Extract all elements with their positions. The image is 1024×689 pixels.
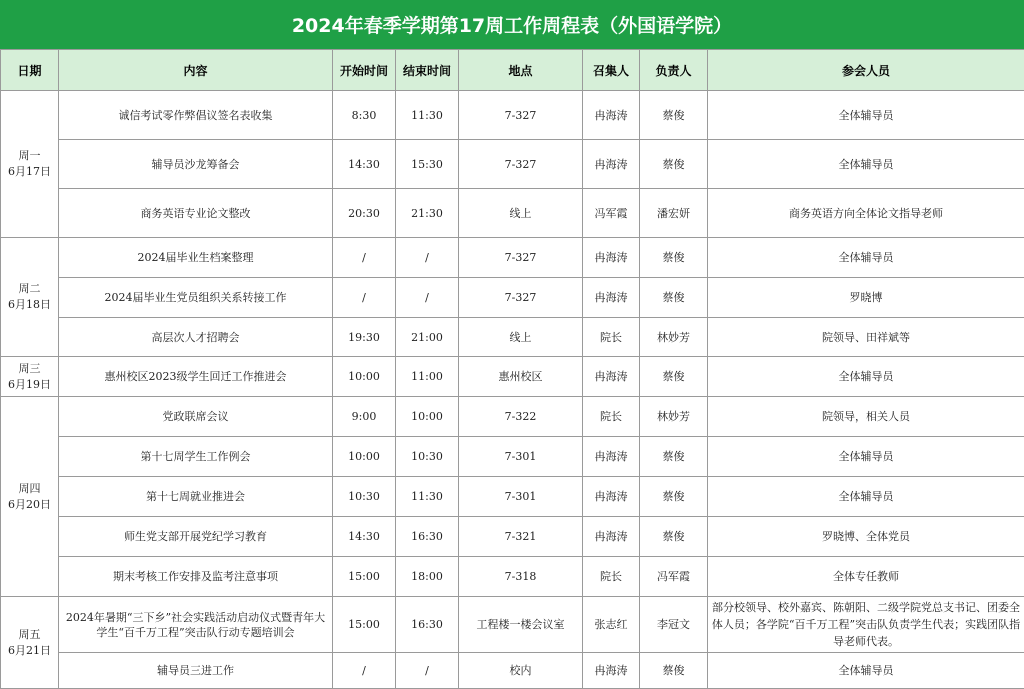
leader-cell: 蔡俊	[640, 517, 708, 557]
end-time-cell: /	[396, 653, 459, 689]
start-time-cell: 9:00	[333, 397, 396, 437]
start-time-cell: 20:30	[333, 189, 396, 238]
end-time-cell: 16:30	[396, 517, 459, 557]
convener-cell: 张志红	[583, 597, 640, 653]
weekday-label: 周四	[3, 481, 56, 497]
leader-cell: 潘宏妍	[640, 189, 708, 238]
weekday-label: 周二	[3, 281, 56, 297]
page-title: 2024年春季学期第17周工作周程表（外国语学院）	[0, 0, 1024, 49]
table-row	[1, 91, 1024, 140]
attendees-cell: 全体辅导员	[708, 357, 1024, 397]
leader-cell: 蔡俊	[640, 140, 708, 189]
start-time-cell: 8:30	[333, 91, 396, 140]
end-time-cell: 11:30	[396, 477, 459, 517]
convener-cell: 冉海涛	[583, 477, 640, 517]
header-leader: 负责人	[640, 50, 708, 91]
start-time-cell: /	[333, 238, 396, 278]
convener-cell: 冯军霞	[583, 189, 640, 238]
attendees-cell: 全体专任教师	[708, 557, 1024, 597]
header-start-time: 开始时间	[333, 50, 396, 91]
start-time-cell: 14:30	[333, 517, 396, 557]
table-row	[1, 517, 1024, 557]
location-cell: 校内	[459, 653, 583, 689]
end-time-cell: 15:30	[396, 140, 459, 189]
day-cell-monday	[1, 91, 59, 238]
table-row	[1, 357, 1024, 397]
day-cell-wednesday	[1, 357, 59, 397]
content-cell: 第十七周学生工作例会	[59, 437, 333, 477]
attendees-cell: 全体辅导员	[708, 477, 1024, 517]
content-cell: 商务英语专业论文整改	[59, 189, 333, 238]
leader-cell: 蔡俊	[640, 238, 708, 278]
table-row	[1, 477, 1024, 517]
location-cell: 线上	[459, 318, 583, 357]
table-row	[1, 557, 1024, 597]
convener-cell: 院长	[583, 557, 640, 597]
header-convener: 召集人	[583, 50, 640, 91]
location-cell: 工程楼一楼会议室	[459, 597, 583, 653]
location-cell: 线上	[459, 189, 583, 238]
table-row	[1, 278, 1024, 318]
start-time-cell: 10:30	[333, 477, 396, 517]
header-end-time: 结束时间	[396, 50, 459, 91]
content-cell: 高层次人才招聘会	[59, 318, 333, 357]
header-location: 地点	[459, 50, 583, 91]
attendees-cell: 部分校领导、校外嘉宾、陈朝阳、二级学院党总支书记、团委全体人员；各学院“百千万工程”突击队负责学生代表；实践团队指导老师代表。	[708, 597, 1024, 653]
start-time-cell: /	[333, 653, 396, 689]
leader-cell: 蔡俊	[640, 437, 708, 477]
end-time-cell: /	[396, 278, 459, 318]
content-cell: 辅导员沙龙筹备会	[59, 140, 333, 189]
date-label: 6月17日	[3, 164, 56, 180]
weekday-label: 周五	[3, 627, 56, 643]
attendees-cell: 罗晓博、全体党员	[708, 517, 1024, 557]
start-time-cell: 19:30	[333, 318, 396, 357]
table-row	[1, 437, 1024, 477]
attendees-cell: 全体辅导员	[708, 91, 1024, 140]
day-cell-tuesday	[1, 238, 59, 357]
header-date: 日期	[1, 50, 59, 91]
table-row	[1, 597, 1024, 653]
location-cell: 7-327	[459, 278, 583, 318]
table-row	[1, 318, 1024, 357]
content-cell: 辅导员三进工作	[59, 653, 333, 689]
schedule-table	[0, 49, 1024, 689]
end-time-cell: 21:00	[396, 318, 459, 357]
content-cell: 2024年暑期“三下乡”社会实践活动启动仪式暨青年大学生“百千万工程”突击队行动专题培训会	[59, 597, 333, 653]
table-row	[1, 397, 1024, 437]
date-label: 6月20日	[3, 497, 56, 513]
date-label: 6月21日	[3, 643, 56, 659]
location-cell: 7-322	[459, 397, 583, 437]
attendees-cell: 院领导，相关人员	[708, 397, 1024, 437]
end-time-cell: 11:00	[396, 357, 459, 397]
end-time-cell: 21:30	[396, 189, 459, 238]
weekday-label: 周一	[3, 148, 56, 164]
convener-cell: 冉海涛	[583, 140, 640, 189]
leader-cell: 蔡俊	[640, 357, 708, 397]
convener-cell: 冉海涛	[583, 437, 640, 477]
attendees-cell: 全体辅导员	[708, 238, 1024, 278]
leader-cell: 李冠文	[640, 597, 708, 653]
convener-cell: 院长	[583, 397, 640, 437]
attendees-cell: 全体辅导员	[708, 140, 1024, 189]
location-cell: 7-327	[459, 91, 583, 140]
attendees-cell: 全体辅导员	[708, 653, 1024, 689]
content-cell: 第十七周就业推进会	[59, 477, 333, 517]
convener-cell: 冉海涛	[583, 278, 640, 318]
table-row	[1, 189, 1024, 238]
content-cell: 诚信考试零作弊倡议签名表收集	[59, 91, 333, 140]
leader-cell: 蔡俊	[640, 653, 708, 689]
end-time-cell: 10:00	[396, 397, 459, 437]
end-time-cell: 16:30	[396, 597, 459, 653]
content-cell: 2024届毕业生党员组织关系转接工作	[59, 278, 333, 318]
leader-cell: 林妙芳	[640, 397, 708, 437]
start-time-cell: 10:00	[333, 357, 396, 397]
leader-cell: 蔡俊	[640, 91, 708, 140]
location-cell: 7-301	[459, 437, 583, 477]
location-cell: 7-318	[459, 557, 583, 597]
table-row	[1, 238, 1024, 278]
convener-cell: 冉海涛	[583, 653, 640, 689]
start-time-cell: 15:00	[333, 557, 396, 597]
content-cell: 党政联席会议	[59, 397, 333, 437]
date-label: 6月19日	[3, 377, 56, 393]
convener-cell: 冉海涛	[583, 238, 640, 278]
attendees-cell: 罗晓博	[708, 278, 1024, 318]
content-cell: 期末考核工作安排及监考注意事项	[59, 557, 333, 597]
table-row	[1, 140, 1024, 189]
end-time-cell: 18:00	[396, 557, 459, 597]
attendees-cell: 商务英语方向全体论文指导老师	[708, 189, 1024, 238]
leader-cell: 蔡俊	[640, 278, 708, 318]
location-cell: 7-301	[459, 477, 583, 517]
header-row	[1, 50, 1024, 91]
location-cell: 惠州校区	[459, 357, 583, 397]
weekday-label: 周三	[3, 361, 56, 377]
leader-cell: 蔡俊	[640, 477, 708, 517]
content-cell: 师生党支部开展党纪学习教育	[59, 517, 333, 557]
header-attendees: 参会人员	[708, 50, 1024, 91]
attendees-cell: 院领导、田祥斌等	[708, 318, 1024, 357]
start-time-cell: 10:00	[333, 437, 396, 477]
end-time-cell: 10:30	[396, 437, 459, 477]
start-time-cell: 15:00	[333, 597, 396, 653]
location-cell: 7-327	[459, 238, 583, 278]
convener-cell: 冉海涛	[583, 357, 640, 397]
content-cell: 惠州校区2023级学生回迁工作推进会	[59, 357, 333, 397]
convener-cell: 冉海涛	[583, 91, 640, 140]
day-cell-thursday	[1, 397, 59, 597]
date-label: 6月18日	[3, 297, 56, 313]
leader-cell: 林妙芳	[640, 318, 708, 357]
start-time-cell: 14:30	[333, 140, 396, 189]
location-cell: 7-327	[459, 140, 583, 189]
end-time-cell: /	[396, 238, 459, 278]
table-row	[1, 653, 1024, 689]
content-cell: 2024届毕业生档案整理	[59, 238, 333, 278]
day-cell-friday	[1, 597, 59, 689]
start-time-cell: /	[333, 278, 396, 318]
convener-cell: 院长	[583, 318, 640, 357]
leader-cell: 冯军霞	[640, 557, 708, 597]
location-cell: 7-321	[459, 517, 583, 557]
attendees-cell: 全体辅导员	[708, 437, 1024, 477]
header-content: 内容	[59, 50, 333, 91]
convener-cell: 冉海涛	[583, 517, 640, 557]
end-time-cell: 11:30	[396, 91, 459, 140]
